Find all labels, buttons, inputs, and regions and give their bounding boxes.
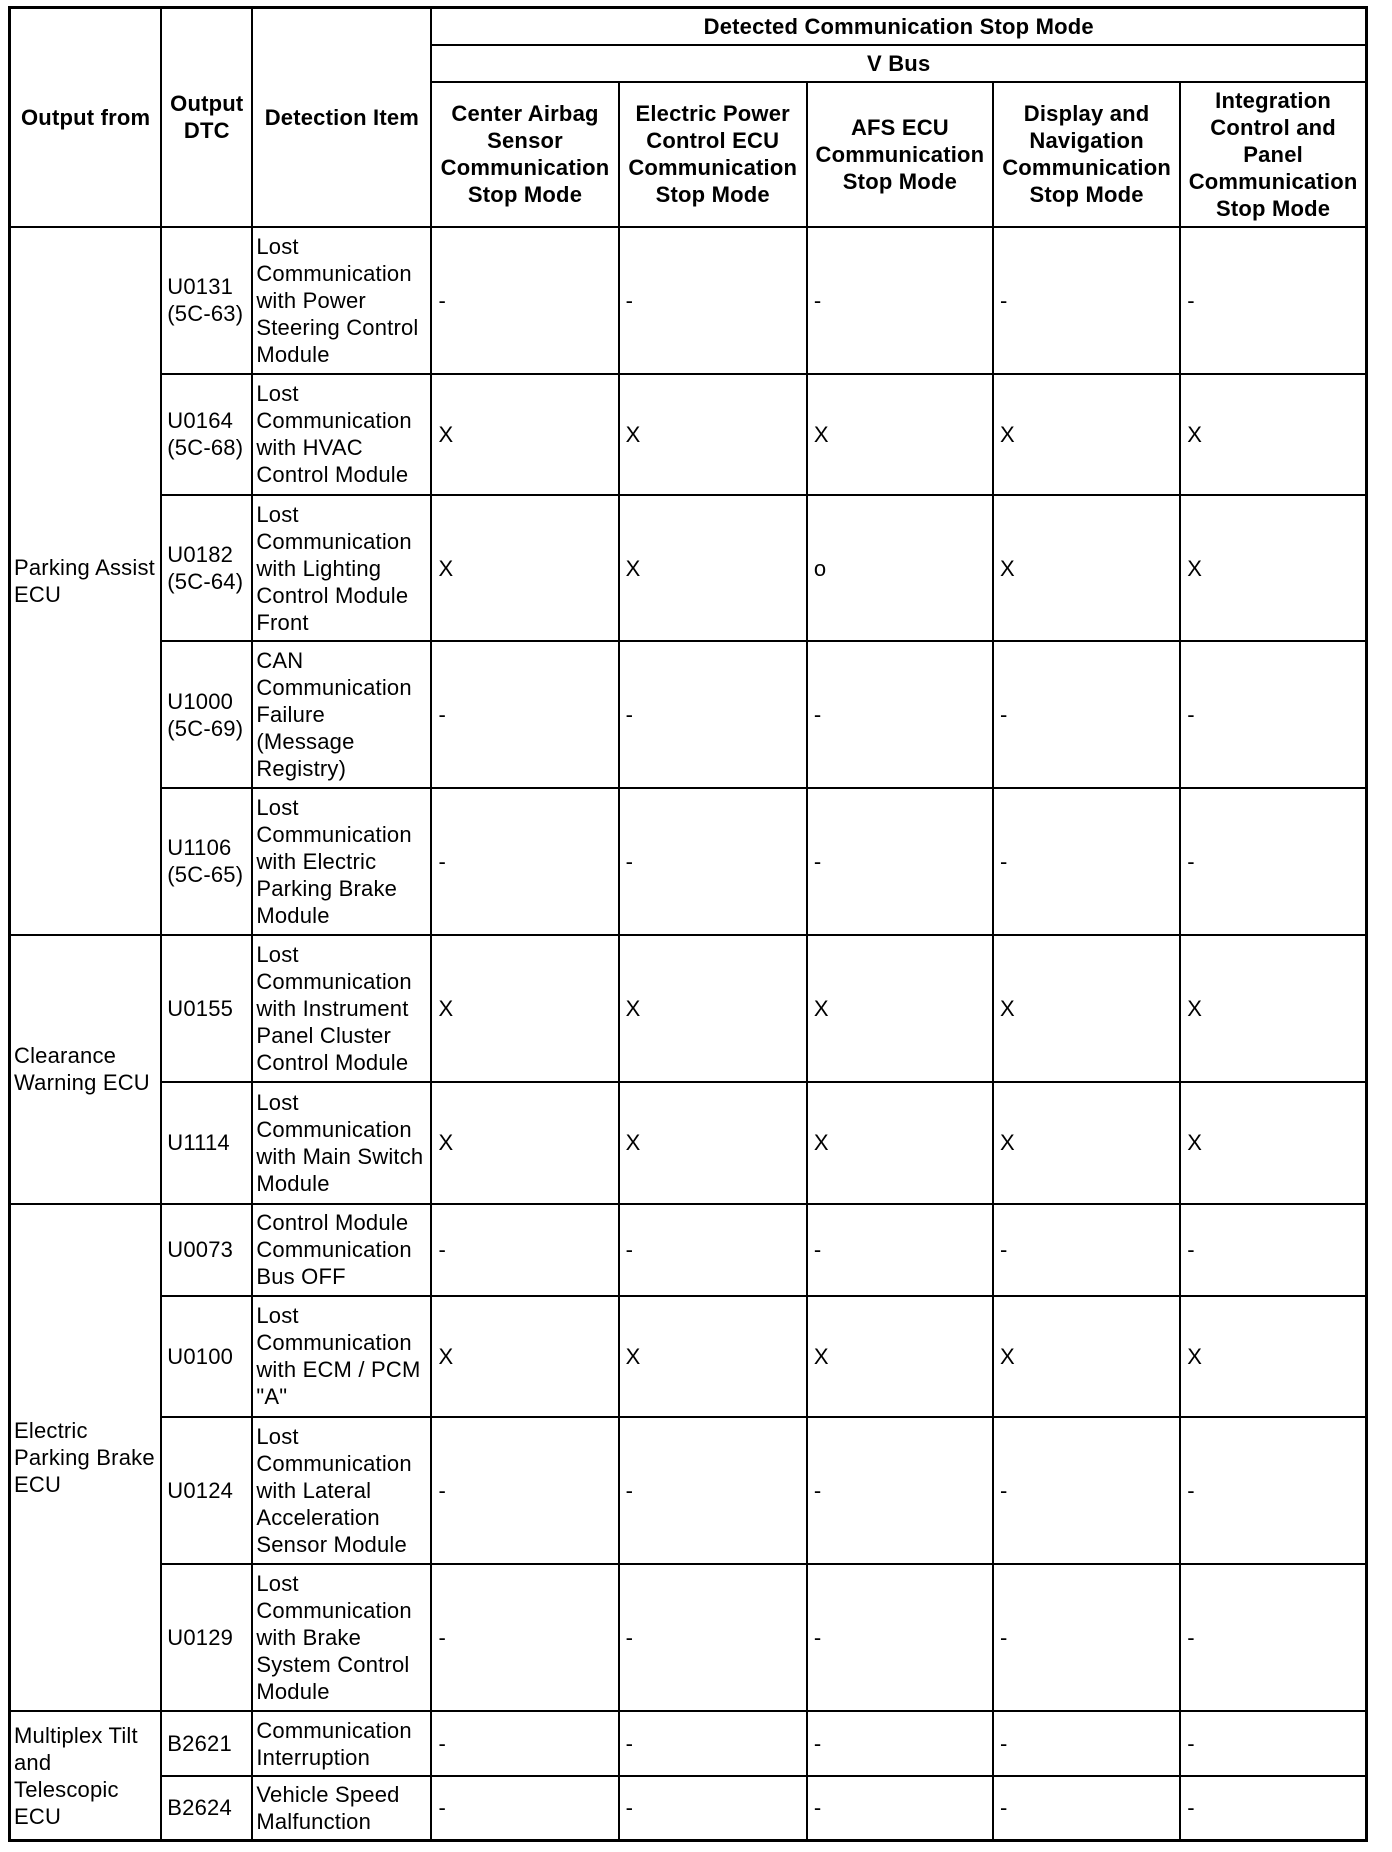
dtc-table <box>8 6 1368 1842</box>
mode-mark-cell: - <box>619 1204 807 1297</box>
header-mode-display-navigation: Display and Navigation Communication Stop Mode <box>993 82 1180 227</box>
header-detection-item: Detection Item <box>252 8 431 227</box>
mode-mark-cell: X <box>993 1082 1180 1203</box>
mode-mark-cell: - <box>1180 1204 1366 1297</box>
mode-mark-cell: - <box>1180 641 1366 787</box>
dtc-code-cell: U0129 <box>161 1564 252 1711</box>
detection-item-cell: Lost Communication with Brake System Control Module <box>252 1564 431 1711</box>
dtc-code-cell: U0164 (5C-68) <box>161 374 252 495</box>
detection-item-cell: Lost Communication with ECM / PCM "A" <box>252 1296 431 1416</box>
mode-mark-cell: - <box>619 1564 807 1711</box>
mode-mark-cell: - <box>431 1417 618 1564</box>
mode-mark-cell: - <box>807 1204 993 1297</box>
dtc-code-cell: U1114 <box>161 1082 252 1203</box>
mode-mark-cell: - <box>807 227 993 374</box>
mode-mark-cell: - <box>431 1204 618 1297</box>
detection-item-cell: Lost Communication with HVAC Control Module <box>252 374 431 495</box>
detection-item-cell: Lost Communication with Electric Parking Brake Module <box>252 788 431 935</box>
detection-item-cell: Lost Communication with Lighting Control Module Front <box>252 495 431 641</box>
mode-mark-cell: X <box>619 935 807 1082</box>
table-row <box>10 495 1367 641</box>
mode-mark-cell: - <box>807 1417 993 1564</box>
mode-mark-cell: X <box>431 935 618 1082</box>
dtc-code-cell: U0100 <box>161 1296 252 1416</box>
dtc-code-cell: U1106 (5C-65) <box>161 788 252 935</box>
output-from-cell: Multiplex Tilt and Telescopic ECU <box>10 1711 162 1840</box>
mode-mark-cell: X <box>993 374 1180 495</box>
detection-item-cell: Lost Communication with Lateral Acceleration Sensor Module <box>252 1417 431 1564</box>
mode-mark-cell: - <box>619 1776 807 1841</box>
table-row <box>10 1204 1367 1297</box>
mode-mark-cell: - <box>807 788 993 935</box>
mode-mark-cell: - <box>619 788 807 935</box>
mode-mark-cell: - <box>619 227 807 374</box>
table-row <box>10 1082 1367 1203</box>
table-row <box>10 1776 1367 1841</box>
mode-mark-cell: - <box>993 1204 1180 1297</box>
dtc-code-cell: B2621 <box>161 1711 252 1776</box>
mode-mark-cell: X <box>431 495 618 641</box>
table-row <box>10 1564 1367 1711</box>
mode-mark-cell: - <box>1180 1711 1366 1776</box>
table-row <box>10 1711 1367 1776</box>
mode-mark-cell: o <box>807 495 993 641</box>
mode-mark-cell: - <box>1180 1417 1366 1564</box>
mode-mark-cell: X <box>619 374 807 495</box>
mode-mark-cell: - <box>431 641 618 787</box>
table-row <box>10 935 1367 1082</box>
mode-mark-cell: X <box>807 1082 993 1203</box>
mode-mark-cell: - <box>431 1776 618 1841</box>
detection-item-cell: Control Module Communication Bus OFF <box>252 1204 431 1297</box>
table-row <box>10 227 1367 374</box>
detection-item-cell: Vehicle Speed Malfunction <box>252 1776 431 1841</box>
mode-mark-cell: X <box>1180 935 1366 1082</box>
table-row <box>10 374 1367 495</box>
dtc-code-cell: U0182 (5C-64) <box>161 495 252 641</box>
mode-mark-cell: X <box>431 1296 618 1416</box>
mode-mark-cell: X <box>1180 1082 1366 1203</box>
mode-mark-cell: - <box>1180 227 1366 374</box>
mode-mark-cell: - <box>993 1564 1180 1711</box>
dtc-code-cell: U0131 (5C-63) <box>161 227 252 374</box>
detection-item-cell: Lost Communication with Power Steering Control Module <box>252 227 431 374</box>
mode-mark-cell: - <box>1180 788 1366 935</box>
mode-mark-cell: - <box>1180 1564 1366 1711</box>
header-mode-center-airbag: Center Airbag Sensor Communication Stop Mode <box>431 82 618 227</box>
mode-mark-cell: X <box>619 1082 807 1203</box>
mode-mark-cell: - <box>619 641 807 787</box>
mode-mark-cell: - <box>993 641 1180 787</box>
mode-mark-cell: - <box>431 227 618 374</box>
table-row <box>10 1417 1367 1564</box>
mode-mark-cell: - <box>807 641 993 787</box>
mode-mark-cell: - <box>619 1417 807 1564</box>
mode-mark-cell: - <box>807 1564 993 1711</box>
output-from-cell: Clearance Warning ECU <box>10 935 162 1203</box>
header-output-from: Output from <box>10 8 162 227</box>
detection-item-cell: Lost Communication with Instrument Panel Cluster Control Module <box>252 935 431 1082</box>
mode-mark-cell: - <box>431 1564 618 1711</box>
mode-mark-cell: X <box>619 1296 807 1416</box>
mode-mark-cell: - <box>431 788 618 935</box>
mode-mark-cell: - <box>993 1711 1180 1776</box>
output-from-cell: Electric Parking Brake ECU <box>10 1204 162 1712</box>
mode-mark-cell: X <box>807 374 993 495</box>
detection-item-cell: Communication Interruption <box>252 1711 431 1776</box>
header-mode-electric-power: Electric Power Control ECU Communication Stop Mode <box>619 82 807 227</box>
detection-item-cell: Lost Communication with Main Switch Module <box>252 1082 431 1203</box>
table-row <box>10 641 1367 787</box>
mode-mark-cell: - <box>993 227 1180 374</box>
mode-mark-cell: - <box>993 1776 1180 1841</box>
mode-mark-cell: X <box>619 495 807 641</box>
table-body <box>10 227 1367 1841</box>
mode-mark-cell: X <box>807 1296 993 1416</box>
table-row <box>10 788 1367 935</box>
mode-mark-cell: - <box>993 1417 1180 1564</box>
dtc-code-cell: U1000 (5C-69) <box>161 641 252 787</box>
mode-mark-cell: - <box>807 1776 993 1841</box>
dtc-code-cell: U0073 <box>161 1204 252 1297</box>
mode-mark-cell: X <box>993 935 1180 1082</box>
dtc-code-cell: U0124 <box>161 1417 252 1564</box>
header-mode-integration-control: Integration Control and Panel Communication Stop Mode <box>1180 82 1366 227</box>
mode-mark-cell: - <box>431 1711 618 1776</box>
mode-mark-cell: - <box>1180 1776 1366 1841</box>
mode-mark-cell: X <box>1180 1296 1366 1416</box>
header-output-dtc: Output DTC <box>161 8 252 227</box>
mode-mark-cell: X <box>1180 374 1366 495</box>
mode-mark-cell: X <box>431 374 618 495</box>
mode-mark-cell: X <box>993 495 1180 641</box>
header-mode-afs-ecu: AFS ECU Communication Stop Mode <box>807 82 993 227</box>
detection-item-cell: CAN Communication Failure (Message Registry) <box>252 641 431 787</box>
mode-mark-cell: - <box>807 1711 993 1776</box>
dtc-code-cell: U0155 <box>161 935 252 1082</box>
mode-mark-cell: X <box>431 1082 618 1203</box>
header-detected-mode: Detected Communication Stop Mode <box>431 8 1366 45</box>
mode-mark-cell: X <box>993 1296 1180 1416</box>
dtc-code-cell: B2624 <box>161 1776 252 1841</box>
mode-mark-cell: - <box>993 788 1180 935</box>
mode-mark-cell: X <box>1180 495 1366 641</box>
mode-mark-cell: X <box>807 935 993 1082</box>
mode-mark-cell: - <box>619 1711 807 1776</box>
output-from-cell: Parking Assist ECU <box>10 227 162 936</box>
header-bus: V Bus <box>431 45 1366 82</box>
table-row <box>10 1296 1367 1416</box>
